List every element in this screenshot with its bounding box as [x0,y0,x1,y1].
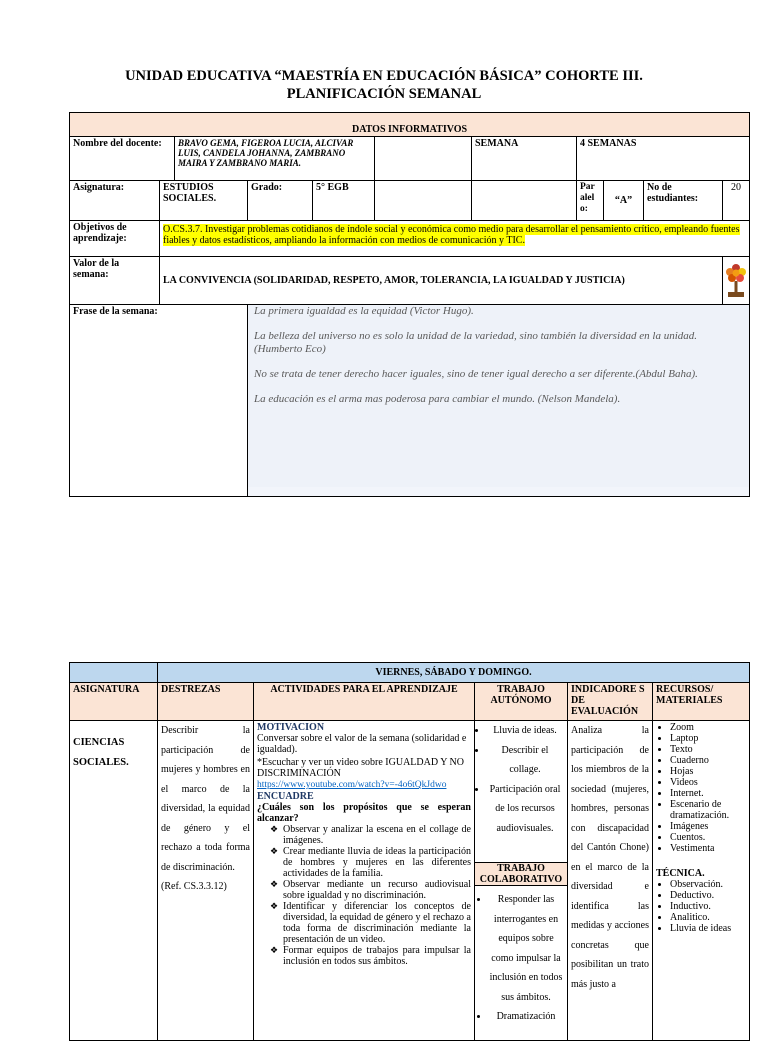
docente-label: Nombre del docente: [70,137,175,181]
datos-informativos-table [69,112,750,497]
asignatura-cell: CIENCIAS SOCIALES. [70,721,158,1041]
asignatura-label: Asignatura: [70,181,160,221]
valor-value: LA CONVIVENCIA (SOLIDARIDAD, RESPETO, AMOR, TOLERANCIA, LA IGUALDAD Y JUSTICIA) [160,257,723,305]
datos-title: DATOS INFORMATIVOS [70,113,750,137]
grado-value: 5° EGB [313,181,375,221]
destreza-cell [158,721,254,1041]
recursos-cell [653,721,750,1041]
planificacion-table [69,662,750,1041]
recursos-list [656,722,746,854]
frase-3: No se trata de tener derecho hacer iguales, sino de tener igual derecho a ser diferente.(Abdul Baha). [254,368,698,380]
recurso-item: • Vestimenta [670,843,746,854]
col-trabajo: TRABAJO AUTÓNOMO [475,683,568,721]
semana-value: 4 SEMANAS [577,137,750,181]
recurso-item: • Internet. [670,788,746,799]
actividades-cell [254,721,475,1041]
empty-cell [375,181,472,221]
tecnica-item: • Lluvia de ideas [670,923,746,934]
frase-2: La belleza del universo no es solo la unidad de la variedad, sino también la diversidad en la unidad. (Humberto Eco) [254,330,698,355]
frase-4: La educación es el arma mas poderosa para cambiar el mundo. (Nelson Mandela). [254,393,621,405]
empty-cell [472,181,577,221]
recurso-item: • Cuaderno [670,755,746,766]
recurso-item: • Videos [670,777,746,788]
valor-label: Valor de la semana: [70,257,160,305]
colaborativo-item: • Responder las interrogantes en equipos sobre como impulsar la inclusión en todos sus ámbitos. [489,890,563,1007]
destreza-ref: (Ref. CS.3.3.12) [161,881,227,892]
docente-value: BRAVO GEMA, FIGEROA LUCIA, ALCIVAR LUIS, CANDELA JOHANNA, ZAMBRANO MAIRA Y ZAMBRANO MARIA. [175,137,375,181]
recurso-item: • Hojas [670,766,746,777]
grado-label: Grado: [248,181,313,221]
days-empty [70,663,158,683]
trabajo-cell [475,721,568,1041]
autonomo-item: • Describir el collage. [487,741,563,780]
autonomo-list [475,721,567,838]
empty-cell [375,137,472,181]
proposito-item: ❖ Identificar y diferenciar los conceptos de diversidad, la equidad de género y el rechazo a toda forma de discriminación mediante la presentación de un video. [283,901,471,945]
tecnica-item: • Analitico. [670,912,746,923]
objetivos-value: O.CS.3.7. Investigar problemas cotidianos de índole social y económica como medio para desarrollar el pensamiento crítico, empleando fuentes fiables y datos estadísticos, ampliando la información con medios de comunicación y TIC. [163,224,740,246]
estudiantes-value: 20 [723,181,750,221]
colaborativo-item: • Dramatización [489,1007,563,1027]
asignatura-value: ESTUDIOS SOCIALES. [160,181,248,221]
proposito-item: ❖ Observar mediante un recurso audiovisual sobre igualdad y no discriminación. [283,879,471,901]
semana-label: SEMANA [472,137,577,181]
recurso-item: • Cuentos. [670,832,746,843]
col-asignatura: ASIGNATURA [70,683,158,721]
autonomo-item: • Lluvia de ideas. [487,721,563,741]
proposito-item: ❖ Crear mediante lluvia de ideas la participación de hombres y mujeres en las diferentes actividades de la familia. [283,846,471,879]
tecnicas-list [656,879,746,934]
tecnica-item: • Deductivo. [670,890,746,901]
tree-icon [723,257,750,305]
proposito-item: ❖ Observar y analizar la escena en el collage de imágenes. [283,824,471,846]
propositos-list [257,824,471,967]
motivacion-video: *Escuchar y ver un video sobre IGUALDAD Y NO DISCRIMINACIÓN [257,757,464,779]
col-recursos: RECURSOS/ MATERIALES [653,683,750,721]
recurso-item: • Laptop [670,733,746,744]
col-destrezas: DESTREZAS [158,683,254,721]
tecnica-item: • Inductivo. [670,901,746,912]
col-indicadores: INDICADORE S DE EVALUACIÓN [568,683,653,721]
motivacion-title: MOTIVACION [257,722,325,733]
recurso-item: • Texto [670,744,746,755]
autonomo-item: • Participación oral de los recursos audiovisuales. [487,780,563,839]
colaborativo-list [475,886,567,1027]
video-link[interactable]: https://www.youtube.com/watch?v=-4o6tQkJdwo [257,780,447,790]
frase-1: La primera igualdad es la equidad (Victor Hugo). [254,305,474,317]
paralelo-value: “A” [604,181,644,221]
estudiantes-label: No de estudiantes: [644,181,723,221]
tecnica-title: TÉCNICA. [656,868,705,879]
encuadre-title: ENCUADRE [257,791,314,802]
destreza-text: Describir la participación de mujeres y hombres en el marco de la diversidad, la equidad de género y el rechazo a toda forma de discriminación. [161,725,250,873]
objetivos-label: Objetivos de aprendizaje: [70,221,160,257]
col-actividades: ACTIVIDADES PARA EL APRENDIZAJE [254,683,475,721]
encuadre-question: ¿Cuáles son los propósitos que se esperan alcanzar? [257,802,471,824]
motivacion-text: Conversar sobre el valor de la semana (solidaridad e igualdad). [257,733,467,755]
recurso-item: • Imágenes [670,821,746,832]
frase-label: Frase de la semana: [70,305,248,497]
proposito-item: ❖ Formar equipos de trabajos para impulsar la inclusión en todos sus ámbitos. [283,945,471,967]
frases-box [248,305,750,497]
days-header: VIERNES, SÁBADO Y DOMINGO. [158,663,750,683]
recurso-item: • Zoom [670,722,746,733]
document-subtitle: PLANIFICACIÓN SEMANAL [286,86,482,102]
tecnica-item: • Observación. [670,879,746,890]
paralelo-label: Par alel o: [577,181,604,221]
recurso-item: • Escenario de dramatización. [670,799,746,821]
document-title: UNIDAD EDUCATIVA “MAESTRÍA EN EDUCACIÓN BÁSICA” COHORTE III. [125,68,643,84]
indicador-cell: Analiza la participación de los miembros de la sociedad (mujeres, hombres, personas con discapacidad del Cantón Chone) en el marco de la diversidad e identifica las medidas y acciones concretas que posibilitan un trato más justo a [568,721,653,1041]
colaborativo-title: TRABAJO COLABORATIVO [475,862,567,886]
